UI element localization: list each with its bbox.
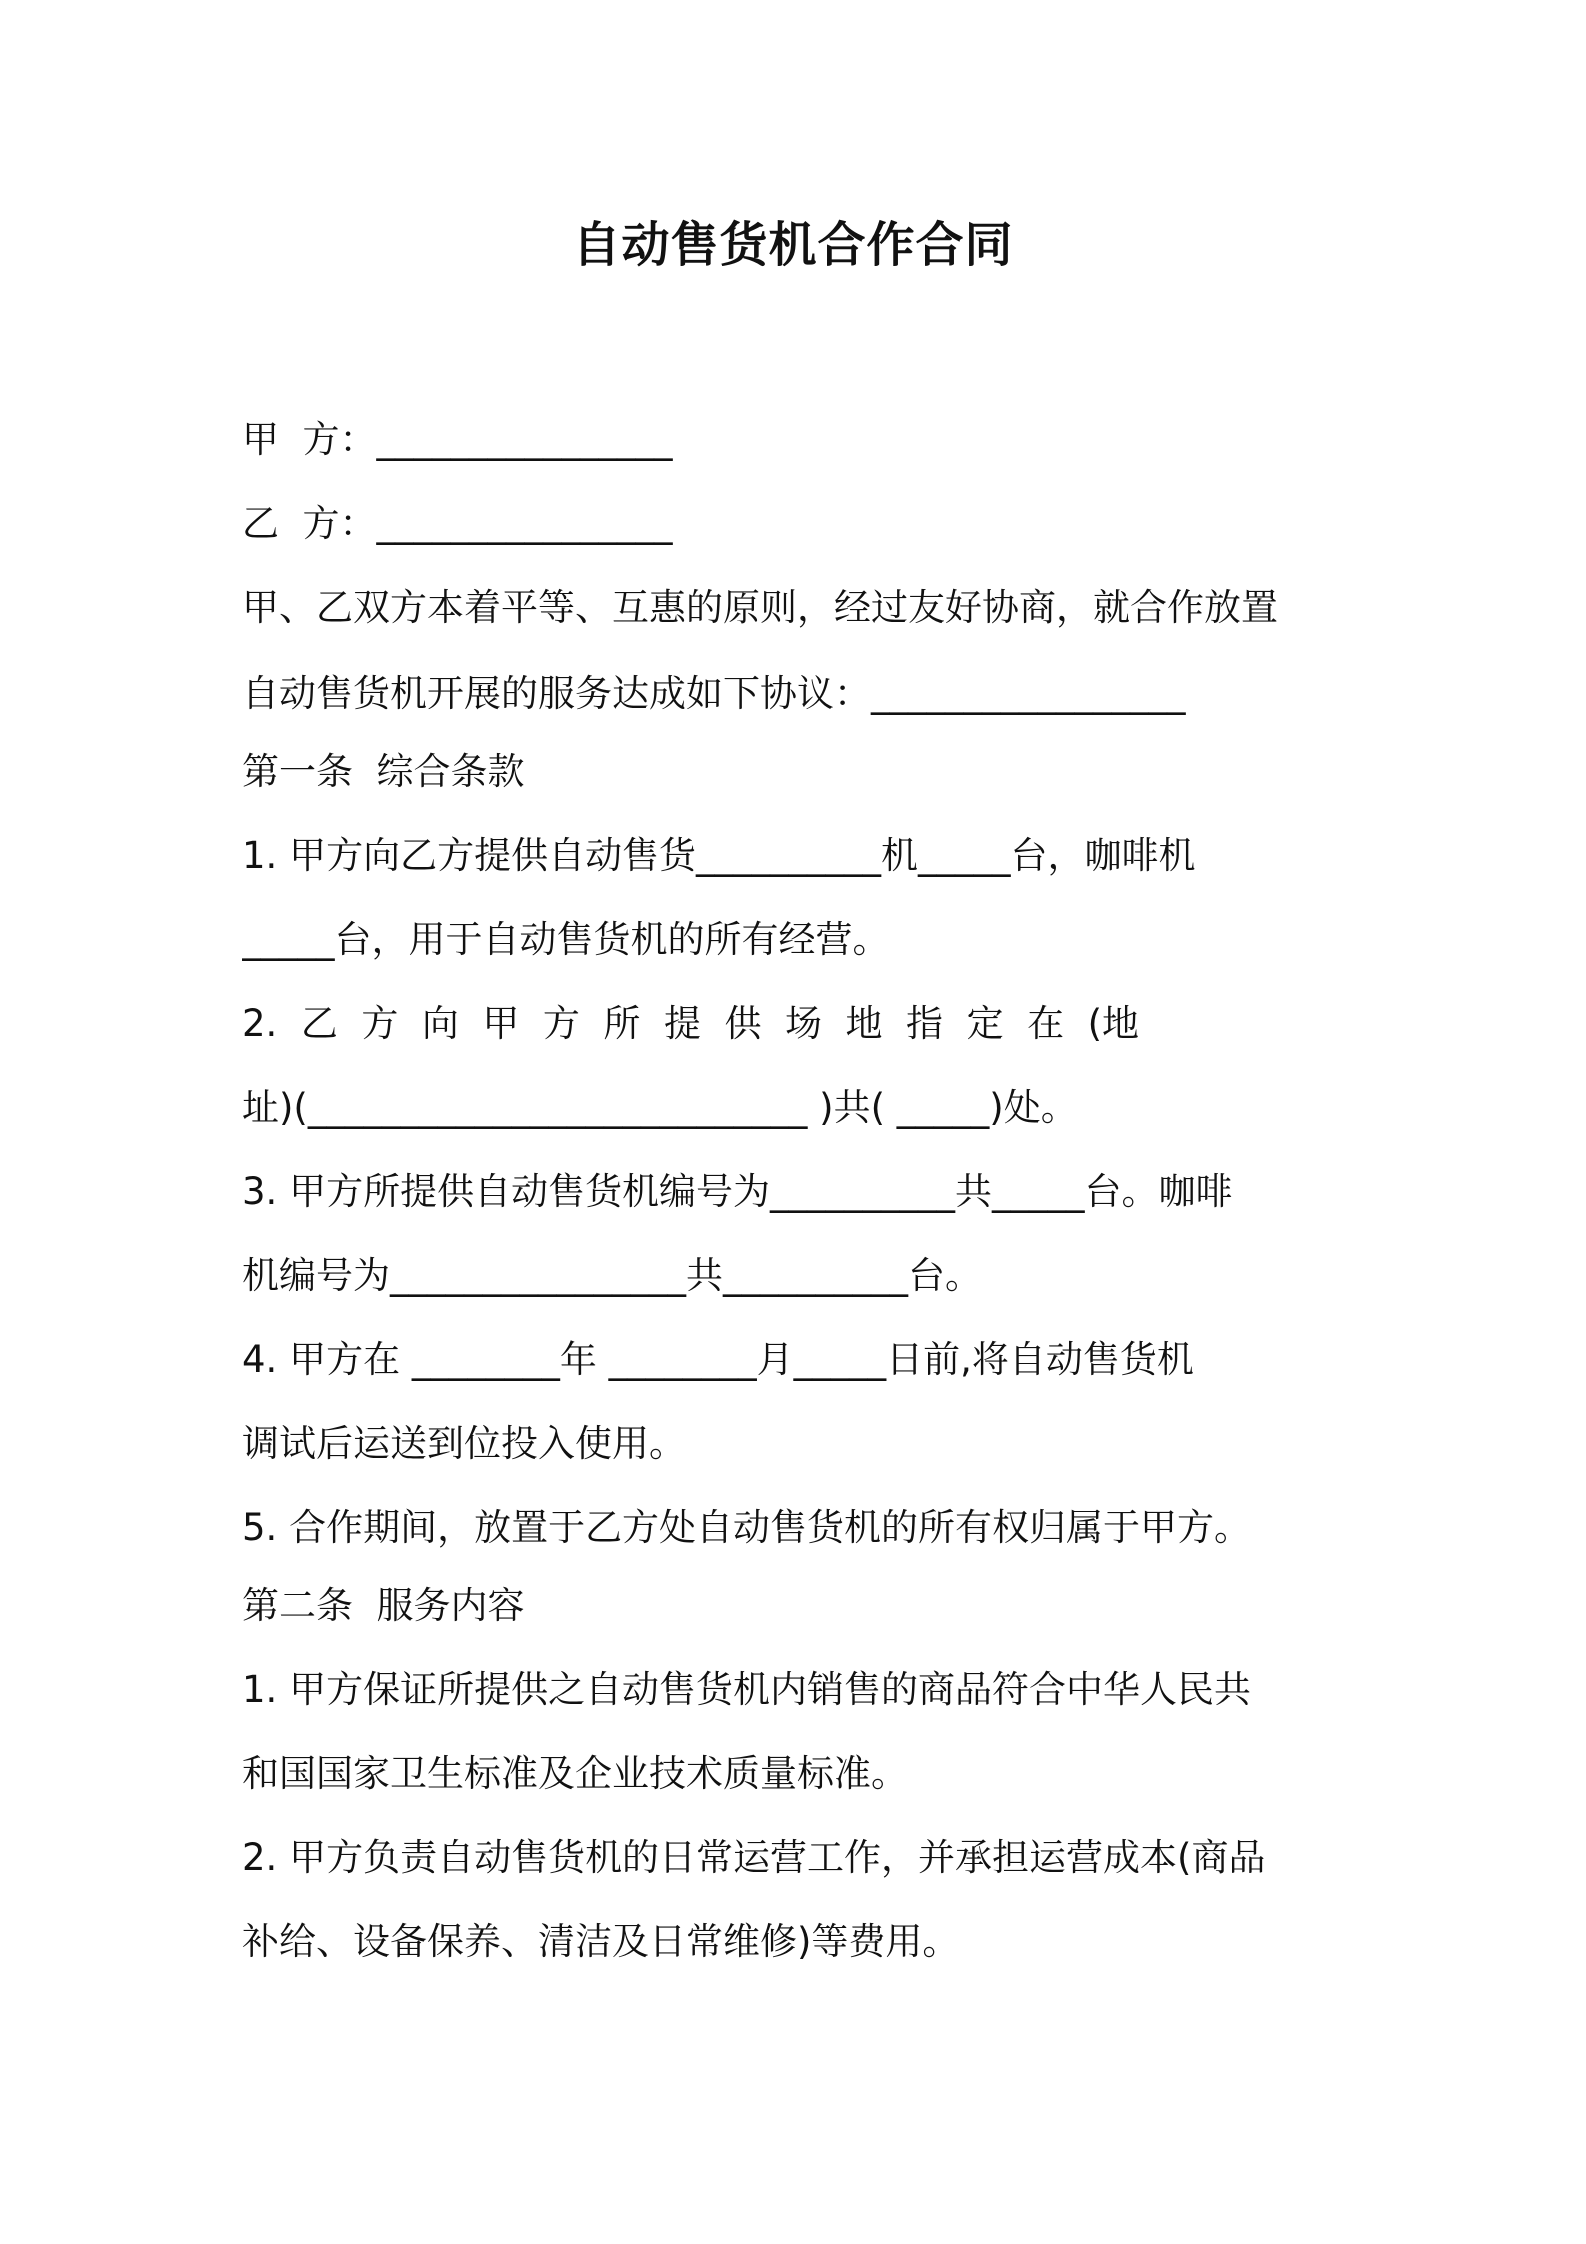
article-2-item-2-line-2: 补给、设备保养、清洁及日常维修)等费用。 (242, 1920, 960, 1963)
article-1-item-4-line-1: 4. 甲方在 ________年 ________月_____日前,将自动售货机 (242, 1338, 1194, 1381)
article-1-item-3-line-1: 3. 甲方所提供自动售货机编号为__________共_____台。咖啡 (242, 1170, 1233, 1213)
article-1-item-5: 5. 合作期间，放置于乙方处自动售货机的所有权归属于甲方。 (242, 1506, 1252, 1549)
article-1-item-3-line-2: 机编号为________________共__________台。 (242, 1254, 982, 1297)
article-1-item-1-line-1: 1. 甲方向乙方提供自动售货__________机_____台，咖啡机 (242, 834, 1196, 877)
article-2-heading: 第二条 服务内容 (242, 1584, 525, 1627)
party-a-line: 甲 方：________________ (242, 418, 673, 461)
article-1-item-4-line-2: 调试后运送到位投入使用。 (242, 1422, 686, 1465)
article-1-item-2-line-1: 2. 乙 方 向 甲 方 所 提 供 场 地 指 定 在 (地 (242, 1002, 1140, 1045)
party-b-line: 乙 方：________________ (242, 502, 673, 545)
preamble-line-2: 自动售货机开展的服务达成如下协议：_________________ (242, 672, 1186, 715)
article-1-item-2-line-2: 址)(___________________________ )共( _____)处。 (242, 1086, 1078, 1129)
article-1-item-1-line-2: _____台，用于自动售货机的所有经营。 (242, 918, 890, 961)
article-2-item-2-line-1: 2. 甲方负责自动售货机的日常运营工作，并承担运营成本(商品 (242, 1836, 1266, 1879)
preamble-line-1: 甲、乙双方本着平等、互惠的原则，经过友好协商，就合作放置 (242, 586, 1278, 629)
article-2-item-1-line-1: 1. 甲方保证所提供之自动售货机内销售的商品符合中华人民共 (242, 1668, 1252, 1711)
document-title: 自动售货机合作合同 (572, 217, 1014, 273)
article-1-heading: 第一条 综合条款 (242, 750, 525, 793)
article-2-item-1-line-2: 和国国家卫生标准及企业技术质量标准。 (242, 1752, 908, 1795)
